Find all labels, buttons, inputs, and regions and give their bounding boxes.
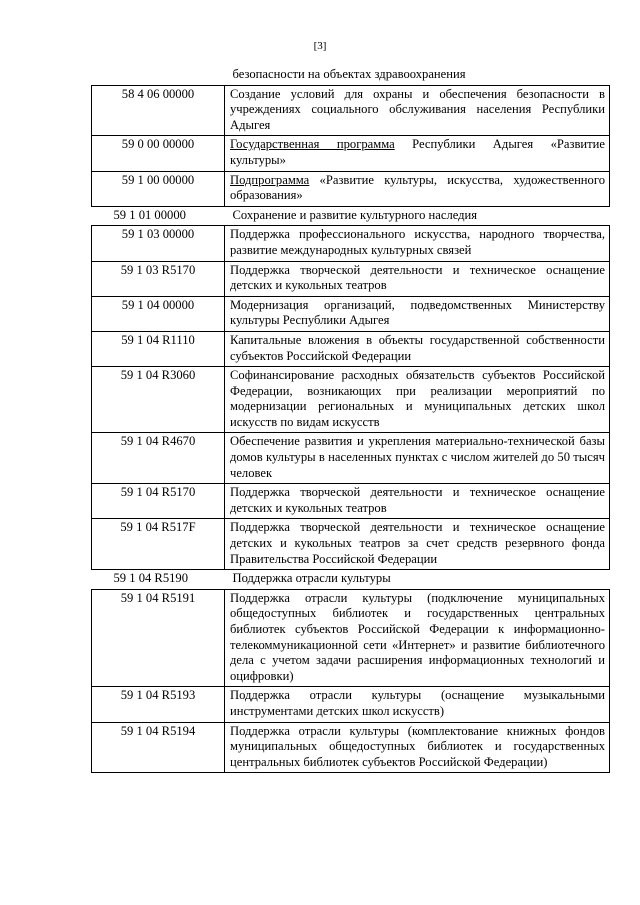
row-name: безопасности на объектах здравоохранения — [232, 67, 466, 81]
row-name: Сохранение и развитие культурного наследия — [232, 207, 478, 222]
table-row — [92, 331, 610, 366]
row-code: 59 1 04 R4670 — [92, 433, 225, 484]
row-code: 59 1 04 R5190 — [113, 571, 189, 586]
row-name: Софинансирование расходных обязательств субъектов Российской Федерации, возникающих при реализации мероприятий по модернизации региональных и муниципальных детских школ искусств по видам искусств — [225, 367, 610, 433]
row-code: 59 1 04 R5191 — [92, 589, 225, 687]
table-row — [92, 722, 610, 773]
row-name: Поддержка творческой деятельности и техническое оснащение детских и кукольных театров — [225, 484, 610, 519]
row-code: 59 1 03 00000 — [92, 226, 225, 261]
row-name-text: «Развитие культуры, искусства, художественного образования» — [230, 172, 605, 203]
row-code: 59 1 04 00000 — [92, 296, 225, 331]
table-row — [92, 206, 610, 226]
table-row — [92, 66, 610, 85]
row-name — [225, 136, 610, 171]
row-name-text: Республики Адыгея «Развитие культуры» — [230, 137, 605, 167]
table-row — [92, 85, 610, 136]
row-name: Модернизация организаций, подведомственных Министерству культуры Республики Адыгея — [225, 296, 610, 331]
page-number: [3] — [313, 40, 327, 52]
row-code: 59 1 04 R5170 — [92, 484, 225, 519]
table-row — [92, 519, 610, 570]
row-name: Поддержка отрасли культуры (подключение муниципальных общедоступных библиотек и государственных центральных библиотек субъектов Российской Федерации к информационно-телекоммуникационной сети «Интернет» и развитие библиотечного дела с учетом задачи расширения информационных технологий и оцифровки) — [225, 589, 610, 687]
row-name-underlined: Государственная программа — [230, 137, 395, 152]
row-name: Поддержка отрасли культуры — [232, 571, 391, 586]
row-code — [92, 66, 225, 85]
row-code: 59 1 00 00000 — [92, 171, 225, 206]
row-name: Поддержка профессионального искусства, народного творчества, развитие международных культурных связей — [225, 226, 610, 261]
row-name: Поддержка творческой деятельности и техническое оснащение детских и кукольных театров — [225, 261, 610, 296]
table-row — [92, 367, 610, 433]
table-row — [92, 171, 610, 206]
row-name: Поддержка отрасли культуры (оснащение музыкальными инструментами детских школ искусств) — [225, 687, 610, 722]
row-code: 59 1 01 00000 — [113, 207, 186, 222]
row-code: 59 1 04 R517F — [92, 519, 225, 570]
table-row — [92, 589, 610, 687]
table-row — [92, 136, 610, 171]
row-code: 59 1 03 R5170 — [92, 261, 225, 296]
table-row — [92, 570, 610, 590]
row-name: Капитальные вложения в объекты государственной собственности субъектов Российской Федерации — [225, 331, 610, 366]
budget-classification-table — [91, 66, 610, 773]
table-row — [92, 261, 610, 296]
table-body — [92, 66, 610, 773]
row-code: 59 1 04 R3060 — [92, 367, 225, 433]
row-code: 58 4 06 00000 — [92, 85, 225, 136]
row-name-underlined: Подпрограмма — [230, 172, 310, 187]
row-code: 59 1 04 R5193 — [92, 687, 225, 722]
row-name: Поддержка творческой деятельности и техническое оснащение детских и кукольных театров за счет средств резервного фонда Правительства Российской Федерации — [225, 519, 610, 570]
table-row — [92, 296, 610, 331]
row-name — [225, 171, 610, 206]
row-name: Поддержка отрасли культуры (комплектование книжных фондов муниципальных общедоступных библиотек и государственных центральных библиотек субъектов Российской Федерации) — [225, 722, 610, 773]
table-row — [92, 484, 610, 519]
row-name: Обеспечение развития и укрепления материально-технической базы домов культуры в населенных пунктах с числом жителей до 50 тысяч человек — [225, 433, 610, 484]
table-row — [92, 687, 610, 722]
table-row — [92, 226, 610, 261]
row-code: 59 1 04 R5194 — [92, 722, 225, 773]
table-row — [92, 433, 610, 484]
row-code: 59 1 04 R1110 — [92, 331, 225, 366]
row-name: Создание условий для охраны и обеспечения безопасности в учреждениях социального обслуживания населения Республики Адыгея — [225, 85, 610, 136]
row-code: 59 0 00 00000 — [92, 136, 225, 171]
